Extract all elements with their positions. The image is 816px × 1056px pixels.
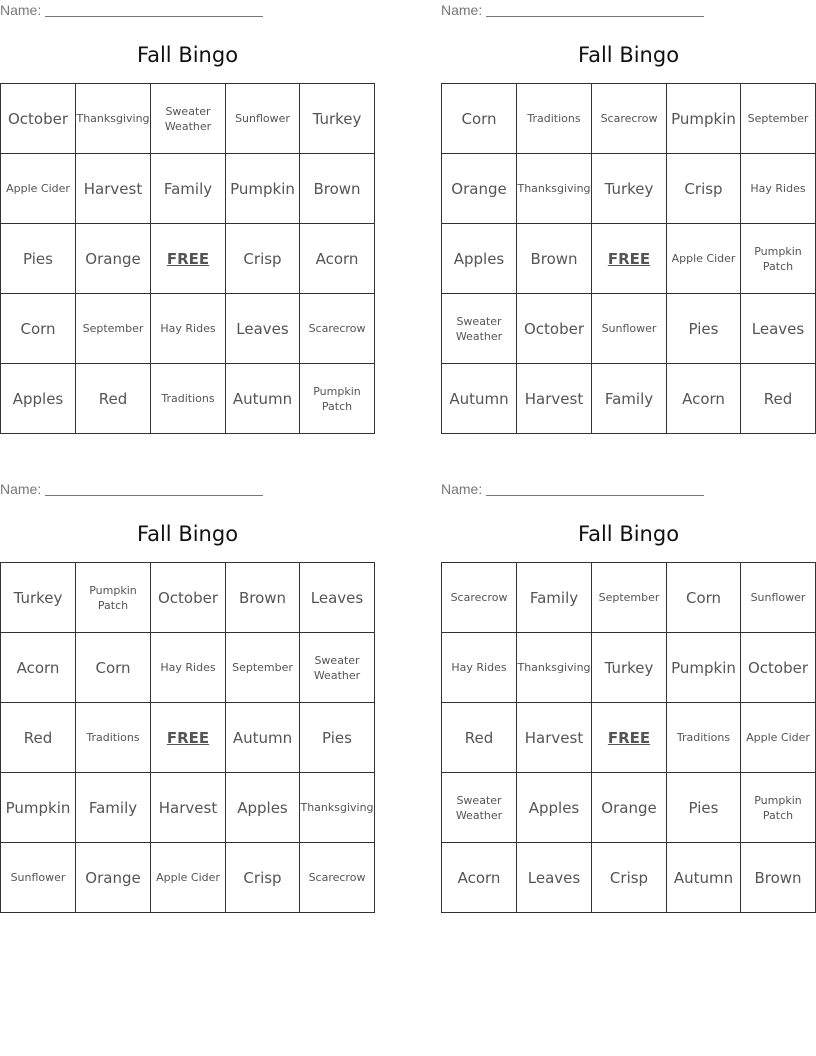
bingo-cell: Apples xyxy=(517,773,592,843)
bingo-cell: Pumpkin Patch xyxy=(741,224,816,294)
bingo-grid xyxy=(0,83,375,434)
bingo-cell: Autumn xyxy=(226,703,300,773)
card-title: Fall Bingo xyxy=(577,43,680,67)
bingo-cell: Autumn xyxy=(442,364,517,434)
bingo-cell: Apples xyxy=(1,364,76,434)
bingo-cell: Brown xyxy=(226,563,300,633)
free-space: FREE xyxy=(151,703,226,773)
bingo-cell: Sweater Weather xyxy=(442,773,517,843)
bingo-cell: Crisp xyxy=(667,154,741,224)
bingo-cell: Leaves xyxy=(226,294,300,364)
bingo-cell: Pumpkin Patch xyxy=(76,563,151,633)
bingo-cell: Brown xyxy=(741,843,816,913)
bingo-cell: Crisp xyxy=(226,843,300,913)
bingo-cell: Apple Cider xyxy=(151,843,226,913)
name-label: Name: xyxy=(0,481,42,497)
name-blank-line[interactable] xyxy=(486,481,704,496)
bingo-cell: Acorn xyxy=(667,364,741,434)
bingo-grid xyxy=(0,562,375,913)
bingo-cell: Acorn xyxy=(442,843,517,913)
bingo-cell: Autumn xyxy=(226,364,300,434)
bingo-cell: Hay Rides xyxy=(741,154,816,224)
bingo-cell: Pies xyxy=(667,294,741,364)
bingo-cell: Pumpkin xyxy=(667,633,741,703)
bingo-cell: Leaves xyxy=(741,294,816,364)
bingo-cell: Harvest xyxy=(151,773,226,843)
bingo-cell: Sweater Weather xyxy=(442,294,517,364)
free-space: FREE xyxy=(151,224,226,294)
bingo-cell: Corn xyxy=(1,294,76,364)
name-blank-line[interactable] xyxy=(486,2,704,17)
bingo-cell: Corn xyxy=(442,84,517,154)
bingo-cell: Apples xyxy=(442,224,517,294)
bingo-cell: Turkey xyxy=(300,84,375,154)
bingo-cell: Leaves xyxy=(517,843,592,913)
bingo-cell: Apple Cider xyxy=(1,154,76,224)
name-label: Name: xyxy=(441,2,483,18)
bingo-cell: Turkey xyxy=(592,633,667,703)
card-title: Fall Bingo xyxy=(136,43,239,67)
bingo-cell: Family xyxy=(592,364,667,434)
bingo-cell: Family xyxy=(76,773,151,843)
bingo-cell: Traditions xyxy=(151,364,226,434)
bingo-cell: Turkey xyxy=(1,563,76,633)
bingo-cell: Hay Rides xyxy=(442,633,517,703)
bingo-cell: Traditions xyxy=(76,703,151,773)
bingo-cell: Pies xyxy=(300,703,375,773)
bingo-cell: Sunflower xyxy=(741,563,816,633)
bingo-cell: September xyxy=(592,563,667,633)
bingo-cell: Pumpkin xyxy=(1,773,76,843)
name-label: Name: xyxy=(441,481,483,497)
bingo-grid xyxy=(441,562,816,913)
bingo-cell: Thanksgiving xyxy=(300,773,375,843)
bingo-cell: Pumpkin xyxy=(667,84,741,154)
bingo-cell: Orange xyxy=(442,154,517,224)
bingo-cell: Acorn xyxy=(1,633,76,703)
bingo-cell: Sweater Weather xyxy=(300,633,375,703)
bingo-cell: Pies xyxy=(1,224,76,294)
bingo-cell: Scarecrow xyxy=(300,843,375,913)
bingo-cell: Harvest xyxy=(517,364,592,434)
bingo-cell: Leaves xyxy=(300,563,375,633)
bingo-grid xyxy=(441,83,816,434)
bingo-cell: October xyxy=(741,633,816,703)
bingo-cell: Apple Cider xyxy=(741,703,816,773)
bingo-cell: Sunflower xyxy=(1,843,76,913)
bingo-cell: Autumn xyxy=(667,843,741,913)
bingo-cell: Apple Cider xyxy=(667,224,741,294)
bingo-cell: Turkey xyxy=(592,154,667,224)
bingo-cell: Acorn xyxy=(300,224,375,294)
bingo-cell: Traditions xyxy=(517,84,592,154)
bingo-cell: September xyxy=(76,294,151,364)
bingo-cell: Crisp xyxy=(226,224,300,294)
bingo-cell: Scarecrow xyxy=(442,563,517,633)
name-label: Name: xyxy=(0,2,42,18)
bingo-cell: Family xyxy=(151,154,226,224)
bingo-cell: Orange xyxy=(76,224,151,294)
bingo-cell: September xyxy=(741,84,816,154)
name-field[interactable] xyxy=(0,481,263,497)
bingo-cell: Red xyxy=(442,703,517,773)
bingo-cell: Hay Rides xyxy=(151,633,226,703)
name-blank-line[interactable] xyxy=(45,481,263,496)
bingo-cell: Thanksgiving xyxy=(76,84,151,154)
bingo-cell: Red xyxy=(76,364,151,434)
bingo-cell: Red xyxy=(741,364,816,434)
bingo-cell: Crisp xyxy=(592,843,667,913)
bingo-cell: Scarecrow xyxy=(592,84,667,154)
bingo-cell: Harvest xyxy=(76,154,151,224)
bingo-cell: October xyxy=(1,84,76,154)
bingo-cell: October xyxy=(517,294,592,364)
name-field[interactable] xyxy=(441,2,704,18)
bingo-cell: Thanksgiving xyxy=(517,633,592,703)
bingo-cell: Sunflower xyxy=(592,294,667,364)
bingo-cell: Pumpkin Patch xyxy=(741,773,816,843)
bingo-cell: Brown xyxy=(517,224,592,294)
bingo-cell: Pumpkin Patch xyxy=(300,364,375,434)
name-field[interactable] xyxy=(441,481,704,497)
bingo-cell: Traditions xyxy=(667,703,741,773)
bingo-cell: Pies xyxy=(667,773,741,843)
free-space: FREE xyxy=(592,703,667,773)
free-space: FREE xyxy=(592,224,667,294)
bingo-cell: Red xyxy=(1,703,76,773)
bingo-cell: Sweater Weather xyxy=(151,84,226,154)
bingo-cell: Harvest xyxy=(517,703,592,773)
bingo-cell: Hay Rides xyxy=(151,294,226,364)
name-field[interactable] xyxy=(0,2,263,18)
card-title: Fall Bingo xyxy=(136,522,239,546)
card-title: Fall Bingo xyxy=(577,522,680,546)
bingo-cell: Thanksgiving xyxy=(517,154,592,224)
bingo-cell: Orange xyxy=(76,843,151,913)
bingo-cell: Corn xyxy=(667,563,741,633)
bingo-cell: Orange xyxy=(592,773,667,843)
bingo-cell: Pumpkin xyxy=(226,154,300,224)
bingo-cell: October xyxy=(151,563,226,633)
bingo-cell: September xyxy=(226,633,300,703)
bingo-cell: Sunflower xyxy=(226,84,300,154)
name-blank-line[interactable] xyxy=(45,2,263,17)
bingo-cell: Corn xyxy=(76,633,151,703)
bingo-cell: Scarecrow xyxy=(300,294,375,364)
bingo-cell: Apples xyxy=(226,773,300,843)
bingo-cell: Family xyxy=(517,563,592,633)
bingo-cell: Brown xyxy=(300,154,375,224)
